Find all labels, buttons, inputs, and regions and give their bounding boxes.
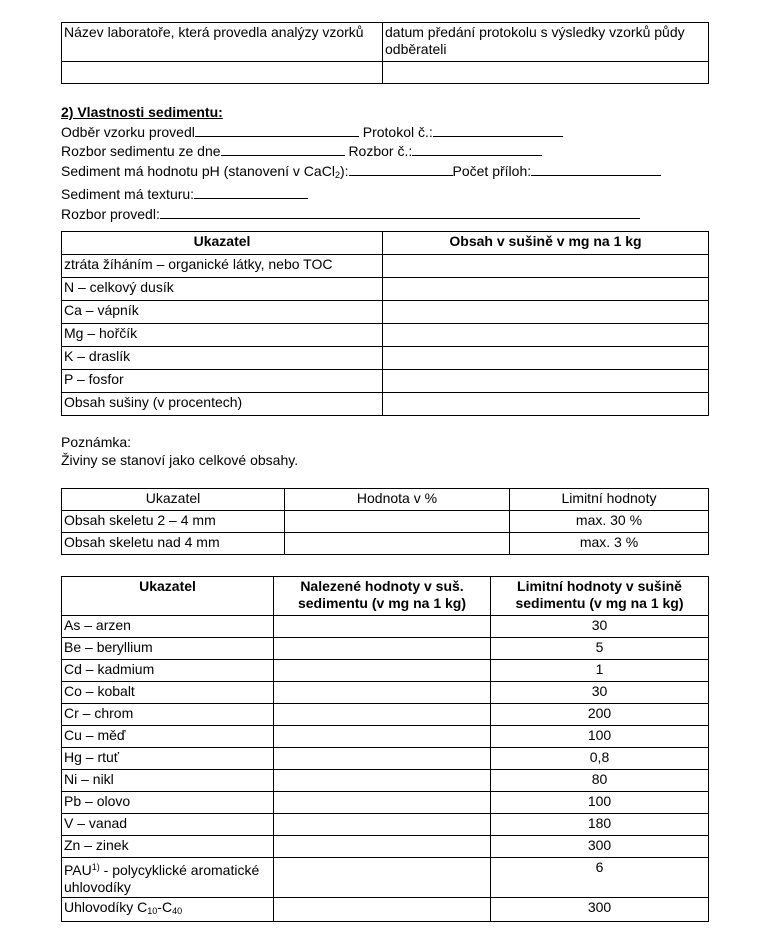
analyst-field[interactable]	[160, 204, 640, 219]
analysis-date-label: Rozbor sedimentu ze dne	[61, 143, 221, 159]
indicator-cell: Zn – zinek	[62, 836, 274, 858]
value-cell[interactable]	[383, 370, 709, 393]
lab-name-header: Název laboratoře, která provedla analýzy vzorků	[62, 23, 383, 62]
found-cell[interactable]	[274, 660, 491, 682]
table-row	[62, 347, 709, 370]
contaminants-table	[61, 576, 709, 922]
indicator-cell: Mg – hořčík	[62, 324, 383, 347]
table-row	[62, 660, 709, 682]
ph-field[interactable]	[349, 161, 453, 176]
indicator-cell: K – draslík	[62, 347, 383, 370]
value-cell[interactable]	[285, 533, 510, 555]
note-text: Živiny se stanoví jako celkové obsahy.	[61, 452, 299, 468]
skeleton-table	[61, 488, 709, 555]
limit-cell: 30	[491, 682, 709, 704]
found-cell[interactable]	[274, 748, 491, 770]
analysis-no-field[interactable]	[412, 141, 542, 156]
table-row	[62, 278, 709, 301]
column-header: Limitní hodnoty v sušině sedimentu (v mg na 1 kg)	[491, 577, 709, 616]
attachments-field[interactable]	[531, 161, 661, 176]
table-row	[62, 533, 709, 555]
table-row	[62, 370, 709, 393]
protocol-field[interactable]	[433, 122, 563, 137]
table-row	[62, 792, 709, 814]
limit-cell: 100	[491, 726, 709, 748]
column-header: Ukazatel	[62, 577, 274, 616]
limit-cell: 200	[491, 704, 709, 726]
indicator-cell: Obsah sušiny (v procentech)	[62, 393, 383, 416]
limit-cell: 300	[491, 898, 709, 922]
indicator-cell: Ca – vápník	[62, 301, 383, 324]
limit-cell: 100	[491, 792, 709, 814]
limit-cell: 180	[491, 814, 709, 836]
limit-cell: 0,8	[491, 748, 709, 770]
table-row	[62, 638, 709, 660]
protocol-date-header: datum předání protokolu s výsledky vzorků půdy odběrateli	[383, 23, 709, 62]
analysis-no-label: Rozbor č.:	[348, 143, 413, 159]
found-cell[interactable]	[274, 682, 491, 704]
indicator-cell: Cd – kadmium	[62, 660, 274, 682]
found-cell[interactable]	[274, 792, 491, 814]
found-cell[interactable]	[274, 638, 491, 660]
column-header: Limitní hodnoty	[510, 489, 709, 511]
table-row	[62, 898, 709, 922]
found-cell[interactable]	[274, 858, 491, 898]
note	[61, 433, 298, 469]
indicator-cell: Ni – nikl	[62, 770, 274, 792]
limit-cell: max. 30 %	[510, 511, 709, 533]
sediment-properties-form	[61, 103, 661, 223]
column-header: Ukazatel	[62, 489, 285, 511]
limit-cell: 6	[491, 858, 709, 898]
table-row	[62, 301, 709, 324]
table-row	[62, 858, 709, 898]
table-row	[62, 511, 709, 533]
value-cell[interactable]	[383, 347, 709, 370]
attachments-label: Počet příloh:	[452, 162, 532, 179]
column-header: Nalezené hodnoty v suš. sedimentu (v mg na 1 kg)	[274, 577, 491, 616]
nutrients-table	[61, 231, 709, 416]
column-header: Hodnota v %	[285, 489, 510, 511]
table-row	[62, 704, 709, 726]
value-cell[interactable]	[383, 301, 709, 324]
sampler-field[interactable]	[195, 122, 359, 137]
texture-field[interactable]	[194, 184, 308, 199]
table-row	[62, 814, 709, 836]
value-cell[interactable]	[383, 324, 709, 347]
limit-cell: 30	[491, 616, 709, 638]
found-cell[interactable]	[274, 726, 491, 748]
limit-cell: max. 3 %	[510, 533, 709, 555]
column-header: Obsah v sušině v mg na 1 kg	[383, 232, 709, 255]
indicator-cell: Obsah skeletu 2 – 4 mm	[62, 511, 285, 533]
indicator-cell: Be – beryllium	[62, 638, 274, 660]
ph-label: Sediment má hodnotu pH (stanovení v CaCl$_2$):	[61, 162, 349, 180]
lab-table	[61, 22, 709, 84]
table-row	[62, 255, 709, 278]
value-cell[interactable]	[285, 511, 510, 533]
indicator-cell: Cr – chrom	[62, 704, 274, 726]
table-row	[62, 682, 709, 704]
indicator-cell: Pb – olovo	[62, 792, 274, 814]
value-cell[interactable]	[383, 255, 709, 278]
protocol-date-cell[interactable]	[383, 62, 709, 84]
indicator-cell: V – vanad	[62, 814, 274, 836]
analyst-label: Rozbor provedl:	[61, 205, 160, 222]
table-row	[62, 836, 709, 858]
column-header: Ukazatel	[62, 232, 383, 255]
limit-cell: 300	[491, 836, 709, 858]
indicator-cell: Co – kobalt	[62, 682, 274, 704]
table-row	[62, 393, 709, 416]
table-row	[62, 770, 709, 792]
indicator-cell: P – fosfor	[62, 370, 383, 393]
indicator-cell: Uhlovodíky $C_{10}-C_{40}$	[62, 898, 274, 922]
limit-cell: 80	[491, 770, 709, 792]
table-row	[62, 748, 709, 770]
found-cell[interactable]	[274, 836, 491, 858]
found-cell[interactable]	[274, 898, 491, 922]
limit-cell: 5	[491, 638, 709, 660]
indicator-cell: Cu – měď	[62, 726, 274, 748]
value-cell[interactable]	[383, 278, 709, 301]
found-cell[interactable]	[274, 616, 491, 638]
protocol-label: Protokol č.:	[362, 123, 433, 140]
section-title: 2) Vlastnosti sedimentu:	[61, 104, 223, 120]
table-row	[62, 726, 709, 748]
lab-name-cell[interactable]	[62, 62, 383, 84]
found-cell[interactable]	[274, 704, 491, 726]
table-row	[62, 616, 709, 638]
found-cell[interactable]	[274, 814, 491, 836]
indicator-cell: PAU$^{1)}$ - polycyklické aromatické uhlovodíky	[62, 858, 274, 898]
analysis-date-field[interactable]	[221, 141, 345, 156]
value-cell[interactable]	[383, 393, 709, 416]
indicator-cell: Obsah skeletu nad 4 mm	[62, 533, 285, 555]
indicator-cell: N – celkový dusík	[62, 278, 383, 301]
indicator-cell: As – arzen	[62, 616, 274, 638]
indicator-cell: Hg – rtuť	[62, 748, 274, 770]
texture-label: Sediment má texturu:	[61, 186, 195, 202]
note-label: Poznámka:	[61, 434, 132, 450]
sampler-label: Odběr vzorku provedl	[61, 123, 195, 140]
found-cell[interactable]	[274, 770, 491, 792]
limit-cell: 1	[491, 660, 709, 682]
table-row	[62, 324, 709, 347]
indicator-cell: ztráta žíháním – organické látky, nebo TOC	[62, 255, 383, 278]
